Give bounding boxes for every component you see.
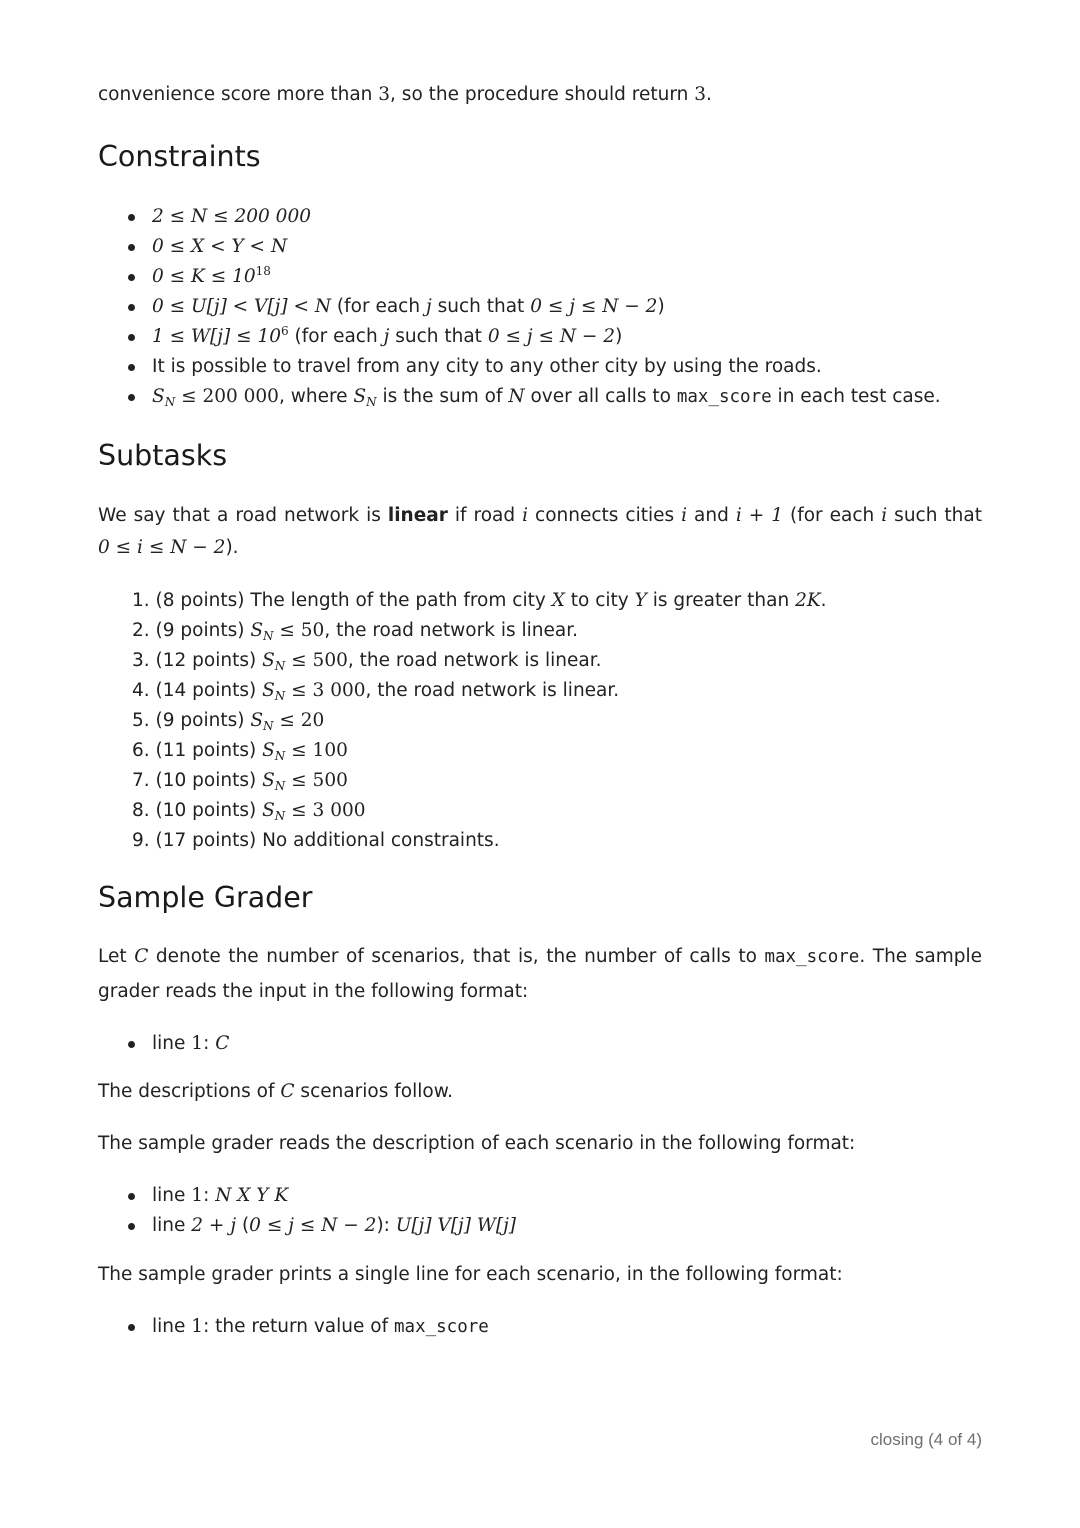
subtasks-intro-text: We say that a road network is [98,505,388,526]
grader-var: C [280,1081,295,1102]
code-max-score: max_score [676,387,772,407]
constraint-var: N [508,386,525,407]
format-text: ): [376,1215,396,1236]
grader-paragraph-3: The sample grader reads the description of each scenario in the following format: [98,1133,856,1154]
subtask-item [132,796,827,826]
subtask-math: ≤ 100 [285,740,348,761]
constraint-var: j [383,326,390,347]
linear-term: linear [387,505,448,526]
grader-text: The descriptions of [98,1081,281,1102]
subtask-var: S [250,620,264,641]
format-line [98,1029,229,1059]
constraint-text: is the sum of [376,386,509,407]
format-text: : [203,1033,216,1054]
constraint-math: 0 ≤ X < Y < N [152,236,288,257]
grader-scenario-list [98,1181,516,1241]
constraint-math: 1 ≤ W[j] ≤ 10 [152,326,282,347]
constraint-item [98,232,941,262]
intro-number-2: 3 [694,84,707,105]
subtask-item [132,586,827,616]
subtask-var: S [262,740,275,761]
constraint-math: S [353,386,367,407]
subtask-math: ≤ 500 [285,650,348,671]
constraint-math: S [152,386,165,407]
grader-text: denote the number of scenarios, that is, the number of calls to [148,946,765,967]
subtask-var: X [551,590,565,611]
intro-text-mid: , so the procedure should return [390,84,695,105]
subtask-math: ≤ 20 [273,710,325,731]
grader-paragraph-4: The sample grader prints a single line for each scenario, in the following format: [98,1264,843,1285]
constraint-math: 2 ≤ N ≤ 200 000 [152,206,311,227]
subtask-math: ≤ 50 [273,620,325,641]
subtask-item [132,646,827,676]
subtask-text: , the road network is linear. [347,650,602,671]
constraints-heading: Constraints [98,140,261,173]
format-text: line [152,1033,192,1054]
subtasks-intro-range: 0 ≤ i ≤ N − 2 [98,537,226,558]
subtask-var: S [262,800,275,821]
subtask-item [132,676,827,706]
subtask-subscript: N [274,749,286,763]
constraint-var: j [425,296,432,317]
format-var: C [215,1033,230,1054]
grader-paragraph-1 [98,946,982,967]
constraint-text: , where [278,386,354,407]
format-text: : the return value of [203,1316,394,1337]
subtask-item [132,766,827,796]
grader-text: Let [98,946,135,967]
subtask-text: is greater than [646,590,796,611]
subtask-text: 4. (14 points) [132,680,263,701]
subtask-item [132,736,827,766]
constraint-text: in each test case. [771,386,941,407]
format-line [98,1312,489,1342]
subtask-subscript: N [274,659,286,673]
subtask-text: 5. (9 points) [132,710,251,731]
subtask-math: ≤ 3 000 [285,800,366,821]
constraint-item [98,292,941,322]
constraint-item [98,322,941,352]
constraint-text: (for each [331,296,426,317]
subtasks-intro [98,505,982,526]
intro-number: 3 [378,84,391,105]
constraint-item [98,262,941,292]
subtask-text: 7. (10 points) [132,770,263,791]
format-number: 1 [191,1185,204,1206]
code-max-score: max_score [394,1317,489,1337]
format-line [98,1181,516,1211]
subtask-subscript: N [263,629,274,643]
format-vars: N X Y K [215,1185,289,1206]
subtask-item [132,616,827,646]
subtask-text: 8. (10 points) [132,800,263,821]
subtask-var: S [262,650,275,671]
subtask-subscript: N [274,809,286,823]
subtask-text: 6. (11 points) [132,740,263,761]
subtask-var: S [250,710,264,731]
subtask-subscript: N [263,719,274,733]
format-text: line [152,1316,192,1337]
constraint-text: over all calls to [524,386,677,407]
constraint-item [98,382,941,412]
constraint-item [98,202,941,232]
constraint-exponent: 18 [255,264,271,278]
constraint-math: ≤ 200 000 [175,386,279,407]
subtask-text: , the road network is linear. [365,680,620,701]
subtask-text: . [820,590,827,611]
subtask-text: to city [564,590,635,611]
subtask-text: , the road network is linear. [324,620,578,641]
subtasks-intro-text: and [687,505,736,526]
format-number: 1 [191,1033,204,1054]
constraint-range: 0 ≤ j ≤ N − 2 [530,296,658,317]
page-footer: closing (4 of 4) [870,1430,982,1449]
subtask-math: ≤ 500 [285,770,348,791]
subtask-math: ≤ 3 000 [285,680,366,701]
intro-text: convenience score more than [98,84,379,105]
grader-input-list [98,1029,229,1059]
constraint-text: ) [615,326,623,347]
subtasks-heading: Subtasks [98,439,228,472]
constraint-text: (for each [288,326,384,347]
subtask-subscript: N [274,689,286,703]
grader-text: . The sample [859,946,983,967]
format-text: line [152,1215,192,1236]
subtasks-intro-var: i + 1 [735,505,784,526]
constraint-subscript: N [164,395,176,409]
subtasks-intro-text: such that [887,505,982,526]
subtask-var: S [262,680,275,701]
grader-var: C [134,946,149,967]
intro-text-end: . [706,84,712,105]
subtask-item [132,826,827,856]
subtasks-intro-text: (for each [783,505,882,526]
constraint-text: such that [389,326,488,347]
constraint-range: 0 ≤ j ≤ N − 2 [487,326,616,347]
subtask-text: 1. (8 points) The length of the path from city [132,590,552,611]
subtask-var: S [262,770,275,791]
subtask-subscript: N [274,779,286,793]
subtasks-intro-text: if road [447,505,523,526]
constraints-list [98,202,941,412]
format-line [98,1211,516,1241]
intro-sentence [98,84,712,105]
grader-output-list [98,1312,489,1342]
constraint-text: such that [431,296,531,317]
format-text: ( [236,1215,250,1236]
format-text: line [152,1185,192,1206]
grader-paragraph-1-line2: grader reads the input in the following format: [98,981,529,1002]
constraint-subscript: N [366,395,377,409]
subtasks-intro-text: connects cities [528,505,682,526]
subtask-item [132,706,827,736]
subtasks-intro-var: i [522,505,529,526]
sample-grader-heading: Sample Grader [98,881,313,914]
subtask-text: 9. (17 points) No additional constraints. [132,830,500,851]
constraint-text: It is possible to travel from any city to any other city by using the roads. [152,356,822,377]
subtasks-intro-line2 [98,537,239,558]
subtask-var: Y [634,590,647,611]
subtask-var: 2K [795,590,821,611]
format-text: : [203,1185,216,1206]
subtasks-intro-text: ). [225,537,239,558]
constraint-math: 0 ≤ U[j] < V[j] < N [152,296,332,317]
format-number: 1 [191,1316,204,1337]
subtask-text: 3. (12 points) [132,650,263,671]
format-number: 2 + j [191,1215,237,1236]
format-range: 0 ≤ j ≤ N − 2 [249,1215,377,1236]
subtasks-intro-var: i [681,505,688,526]
constraint-item [98,352,941,382]
grader-text: scenarios follow. [294,1081,454,1102]
subtask-text: 2. (9 points) [132,620,251,641]
format-vars: U[j] V[j] W[j] [395,1215,517,1236]
subtasks-intro-var: i [881,505,888,526]
code-max-score: max_score [764,947,860,967]
constraint-exponent: 6 [281,324,289,338]
subtask-list [132,586,827,856]
grader-paragraph-2 [98,1081,453,1102]
constraint-text: ) [657,296,665,317]
constraint-math: 0 ≤ K ≤ 10 [152,266,256,287]
